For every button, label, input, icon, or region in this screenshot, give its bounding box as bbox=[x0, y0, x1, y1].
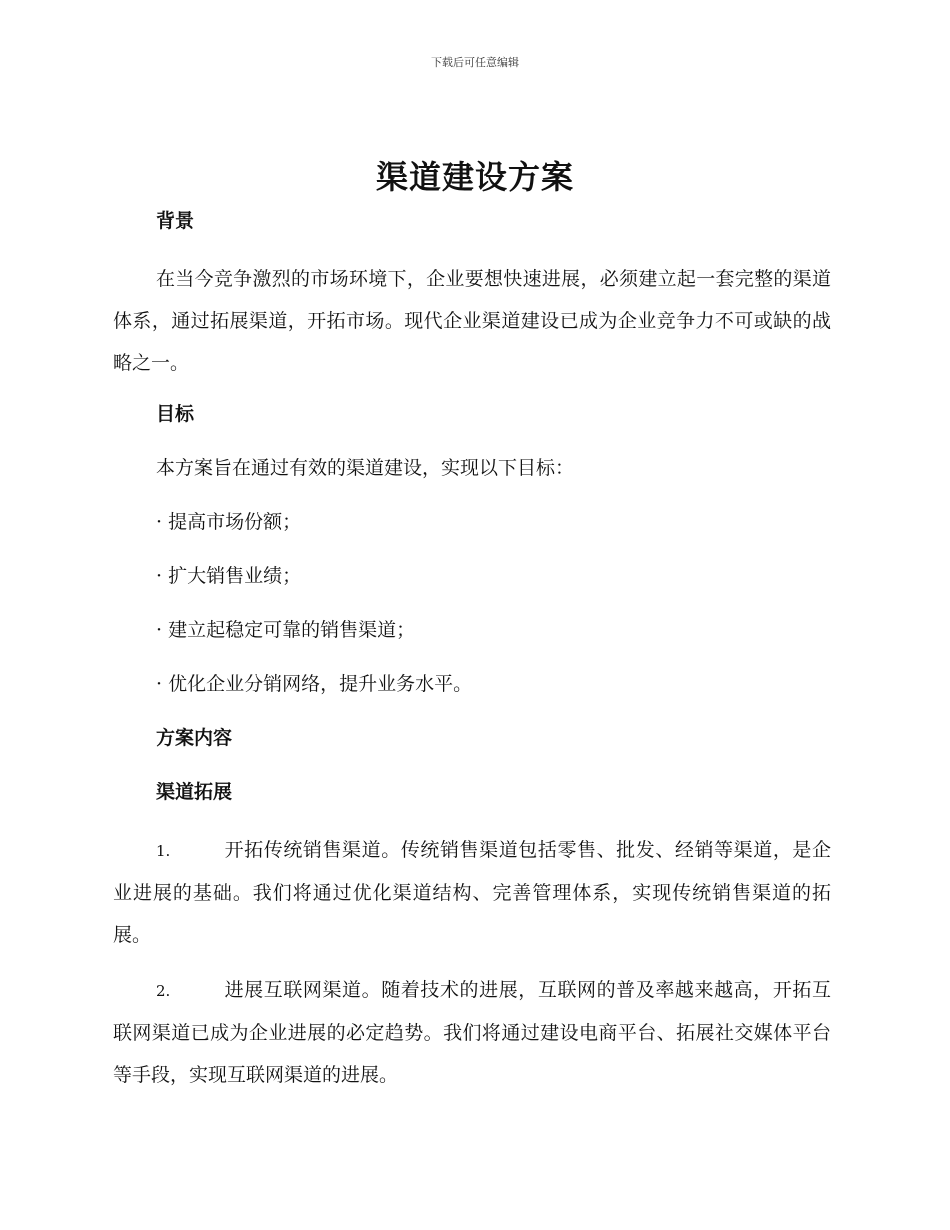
section-heading-background: 背景 bbox=[156, 210, 195, 232]
background-paragraph: 在当今竞争激烈的市场环境下，企业要想快速进展，必须建立起一套完整的渠道体系，通过拓展渠道，开拓市场。现代企业渠道建设已成为企业竞争力不可或缺的战略之一。 bbox=[113, 268, 831, 374]
goal-bullet-item: · 建立起稳定可靠的销售渠道； bbox=[156, 619, 416, 641]
header-note: 下载后可任意编辑 bbox=[431, 56, 519, 69]
section-heading-channel: 渠道拓展 bbox=[156, 781, 233, 803]
numbered-item bbox=[113, 829, 831, 956]
item-number: 2. bbox=[156, 982, 171, 1000]
page-title: 渠道建设方案 bbox=[375, 158, 574, 196]
goal-bullet-item: · 扩大销售业绩； bbox=[156, 565, 302, 587]
section-heading-plan: 方案内容 bbox=[156, 727, 233, 749]
numbered-item bbox=[113, 969, 831, 1096]
goal-bullet-item: · 优化企业分销网络，提升业务水平。 bbox=[156, 673, 473, 695]
item-text: 开拓传统销售渠道。传统销售渠道包括零售、批发、经销等渠道，是企业进展的基础。我们将通过优化渠道结构、完善管理体系，实现传统销售渠道的拓展。 bbox=[113, 839, 831, 946]
section-heading-goal: 目标 bbox=[156, 403, 195, 425]
goal-bullet-item: · 提高市场份额； bbox=[156, 511, 302, 533]
item-number: 1. bbox=[156, 842, 171, 860]
goal-intro-paragraph: 本方案旨在通过有效的渠道建设，实现以下目标： bbox=[156, 457, 575, 479]
document-body bbox=[113, 204, 831, 1109]
item-text: 进展互联网渠道。随着技术的进展，互联网的普及率越来越高，开拓互联网渠道已成为企业进展的必定趋势。我们将通过建设电商平台、拓展社交媒体平台等手段，实现互联网渠道的进展。 bbox=[113, 979, 831, 1086]
